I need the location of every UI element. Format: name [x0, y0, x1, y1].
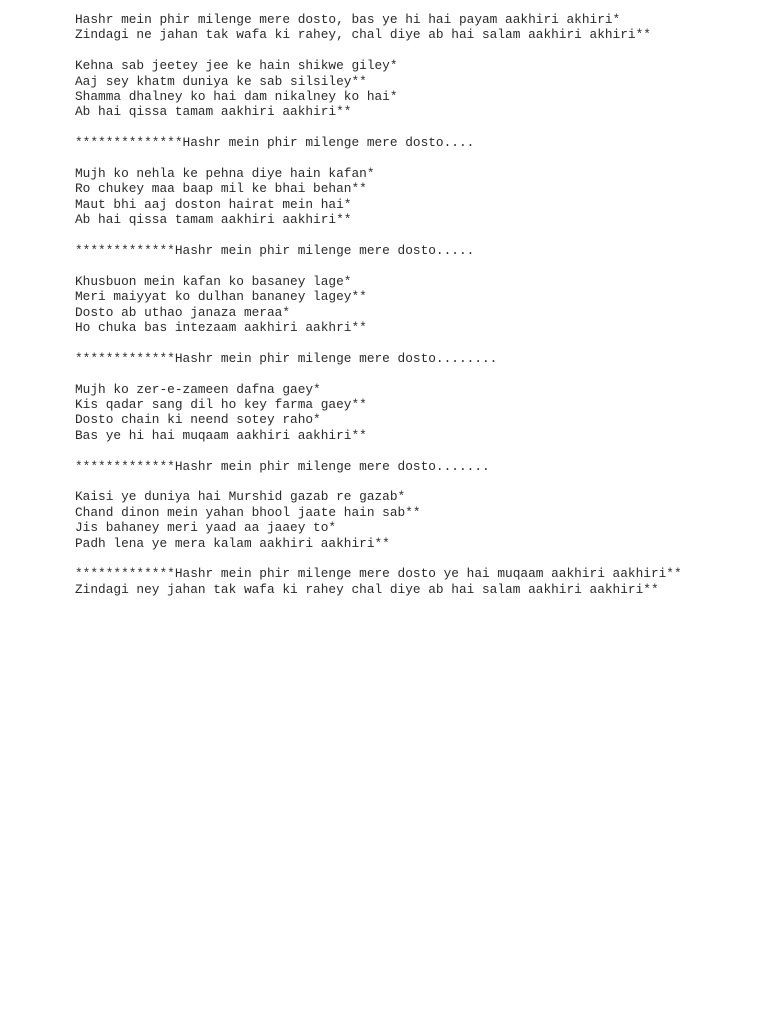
stanza-closing [75, 566, 755, 597]
text-line: Shamma dhalney ko hai dam nikalney ko hai* [75, 89, 398, 105]
stanza-opening [75, 12, 755, 43]
text-line: Kis qadar sang dil ho key farma gaey** [75, 397, 367, 413]
text-line: Meri maiyyat ko dulhan bananey lagey** [75, 289, 367, 305]
text-line: Bas ye hi hai muqaam aakhiri aakhiri** [75, 427, 367, 443]
refrain-line: *************Hashr mein phir milenge mere dosto..... [75, 243, 475, 259]
stanza-verse-2 [75, 166, 755, 228]
stanza-refrain-3 [75, 351, 755, 366]
text-line: Kaisi ye duniya hai Murshid gazab re gazab* [75, 489, 406, 505]
text-line: Ab hai qissa tamam aakhiri aakhiri** [75, 212, 352, 228]
text-line: Kehna sab jeetey jee ke hain shikwe giley* [75, 58, 398, 74]
stanza-refrain-2 [75, 243, 755, 258]
text-line: Ro chukey maa baap mil ke bhai behan** [75, 181, 367, 197]
stanza-refrain-1 [75, 135, 755, 150]
text-line: Jis bahaney meri yaad aa jaaey to* [75, 520, 337, 536]
text-line: Ho chuka bas intezaam aakhiri aakhri** [75, 320, 367, 336]
text-line: Mujh ko nehla ke pehna diye hain kafan* [75, 166, 375, 182]
stanza-verse-3 [75, 274, 755, 336]
stanza-refrain-4 [75, 459, 755, 474]
text-line: Chand dinon mein yahan bhool jaate hain sab** [75, 504, 421, 520]
text-line: Khusbuon mein kafan ko basaney lage* [75, 273, 352, 289]
text-line: Padh lena ye mera kalam aakhiri aakhiri** [75, 535, 390, 551]
text-line: Mujh ko zer-e-zameen dafna gaey* [75, 381, 321, 397]
refrain-line: *************Hashr mein phir milenge mere dosto ye hai muqaam aakhiri aakhiri** [75, 566, 682, 582]
text-line: Aaj sey khatm duniya ke sab silsiley** [75, 73, 367, 89]
text-line: Zindagi ney jahan tak wafa ki rahey chal diye ab hai salam aakhiri aakhiri** [75, 581, 659, 597]
refrain-line: *************Hashr mein phir milenge mere dosto....... [75, 458, 490, 474]
stanza-verse-4 [75, 382, 755, 444]
stanza-verse-5 [75, 489, 755, 551]
refrain-line: *************Hashr mein phir milenge mere dosto........ [75, 350, 498, 366]
text-line: Dosto chain ki neend sotey raho* [75, 412, 321, 428]
text-line: Ab hai qissa tamam aakhiri aakhiri** [75, 104, 352, 120]
stanza-verse-1 [75, 58, 755, 120]
text-line: Hashr mein phir milenge mere dosto, bas ye hi hai payam aakhiri akhiri* [75, 12, 621, 27]
document-page [75, 12, 755, 613]
text-line: Maut bhi aaj doston hairat mein hai* [75, 196, 352, 212]
text-line: Dosto ab uthao janaza meraa* [75, 304, 291, 320]
refrain-line: **************Hashr mein phir milenge mere dosto.... [75, 135, 475, 151]
text-line: Zindagi ne jahan tak wafa ki rahey, chal diye ab hai salam aakhiri akhiri** [75, 27, 651, 43]
